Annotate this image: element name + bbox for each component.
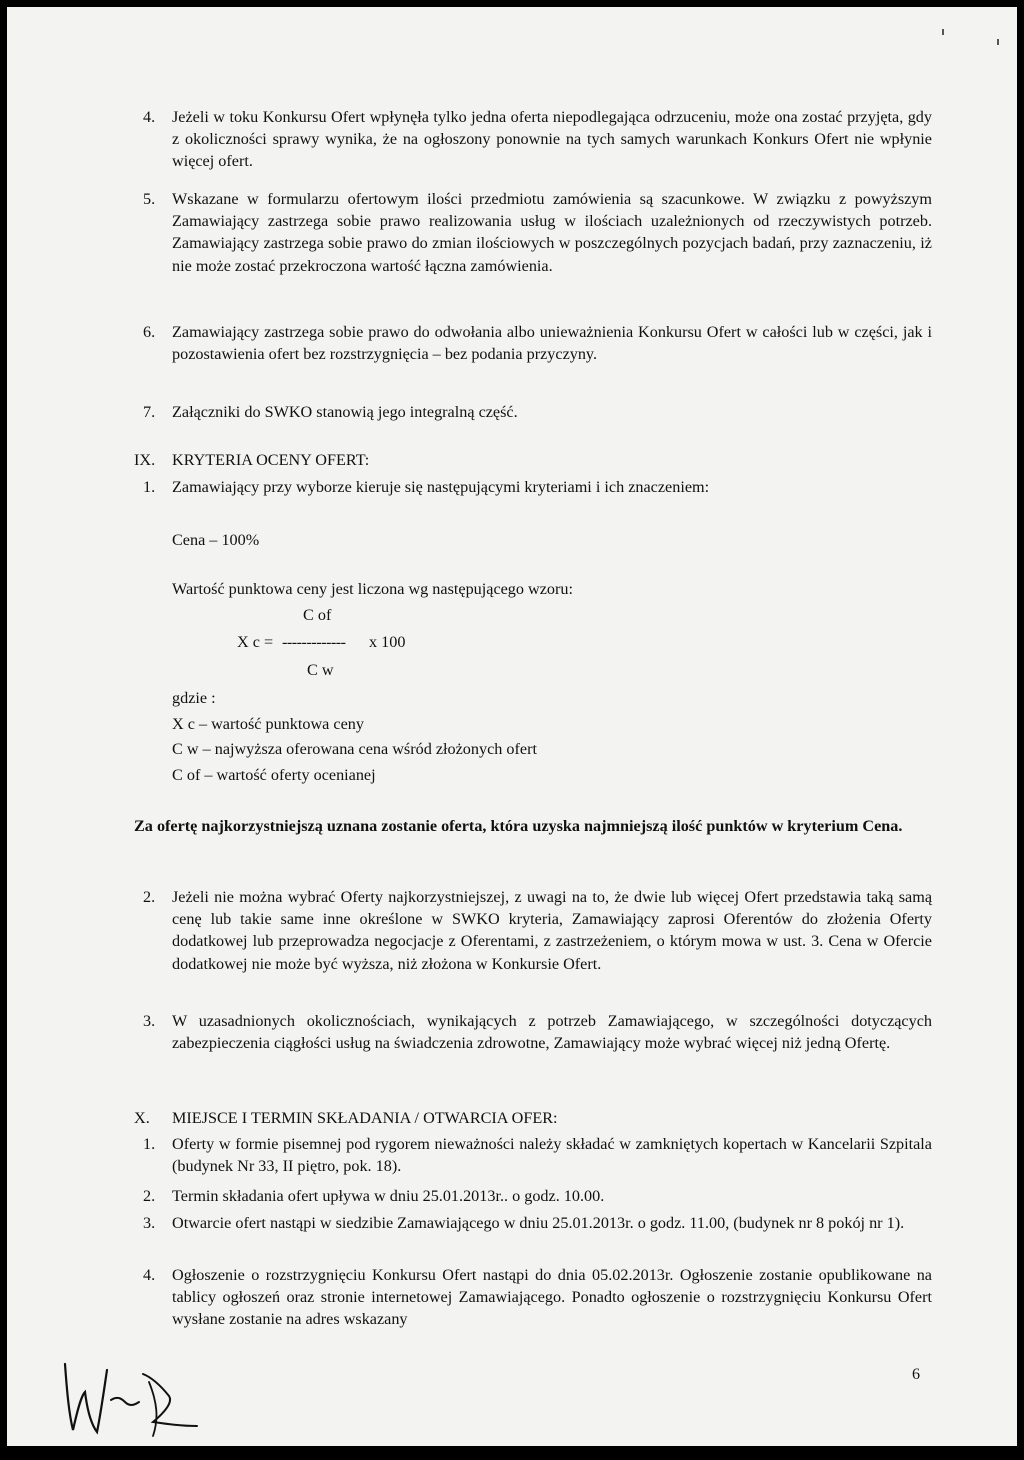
criterion-line: Cena – 100% xyxy=(172,531,260,549)
section-title: KRYTERIA OCENY OFERT: xyxy=(172,451,370,469)
evaluation-note: Za ofertę najkorzystniejszą uznana zostanie oferta, która uzyska najmniejszą ilość punktów w kryterium Cena. xyxy=(134,817,903,835)
formula-numerator: C of xyxy=(303,606,332,624)
list-number: 7. xyxy=(143,403,156,421)
formula-fraction-bar: ------------- xyxy=(282,633,346,651)
section-numeral: X. xyxy=(134,1109,150,1127)
definition-line: C of – wartość oferty ocenianej xyxy=(172,766,376,784)
list-item-text: Zamawiający przy wyborze kieruje się następującymi kryteriami i ich znaczeniem: xyxy=(172,478,710,496)
formula-lhs: X c = xyxy=(237,633,274,651)
list-number: 4. xyxy=(143,1266,156,1284)
formula-denominator: C w xyxy=(307,661,334,679)
list-number: 4. xyxy=(143,108,156,126)
list-item-text: Wskazane w formularzu ofertowym ilości przedmiotu zamówienia są szacunkowe. W związku z powyższym Zamawiający zastrzega sobie prawo realizowania usług w ilościach uzależnionych od rzeczywistych potrzeb. Zamawiający zastrzega sobie prawo do zmian ilościowych w poszczególnych pozycjach badań, przy zaznaczeniu, iż nie może zostać przekroczona wartość łączna zamówienia. xyxy=(172,190,932,275)
definition-line: C w – najwyższa oferowana cena wśród złożonych ofert xyxy=(172,740,537,758)
list-number: 2. xyxy=(143,888,156,906)
list-number: 1. xyxy=(143,1135,156,1153)
section-numeral: IX. xyxy=(134,451,156,469)
formula-intro: Wartość punktowa ceny jest liczona wg następującego wzoru: xyxy=(172,580,573,598)
scan-speck xyxy=(997,39,999,45)
list-item-text: Zamawiający zastrzega sobie prawo do odwołania albo unieważnienia Konkursu Ofert w całości lub w części, jak i pozostawienia ofert bez rozstrzygnięcia – bez podania przyczyny. xyxy=(172,323,932,364)
list-number: 2. xyxy=(143,1187,156,1205)
list-number: 5. xyxy=(143,190,156,208)
page-number: 6 xyxy=(912,1366,920,1383)
list-item-text: Jeżeli w toku Konkursu Ofert wpłynęła tylko jedna oferta niepodlegająca odrzuceniu, może ona zostać przyjęta, gdy z okoliczności sprawy wynika, że na ogłoszony ponownie na tych samych warunkach Konkurs Ofert nie wpłynie więcej ofert. xyxy=(172,108,932,171)
handwritten-signature xyxy=(57,1352,207,1442)
list-item-text: Jeżeli nie można wybrać Oferty najkorzystniejszej, z uwagi na to, że dwie lub więcej Ofert przedstawia taką samą cenę lub takie same inne określone w SWKO kryteria, Zamawiający zaprosi Oferentów do złożenia Oferty dodatkowej lub przeprowadza negocjacje z Oferentami, z zastrzeżeniem, o którym mowa w ust. 3. Cena w Ofercie dodatkowej nie może być wyższa, niż złożona w Konkursie Ofert. xyxy=(172,888,932,973)
scan-speck xyxy=(942,29,944,35)
definition-line: X c – wartość punktowa ceny xyxy=(172,715,364,733)
list-item-text: W uzasadnionych okolicznościach, wynikających z potrzeb Zamawiającego, w szczególności dotyczących zabezpieczenia ciągłości usług na świadczenia zdrowotne, Zamawiający może wybrać więcej niż jedną Ofertę. xyxy=(172,1012,932,1053)
list-item-text: Oferty w formie pisemnej pod rygorem nieważności należy składać w zamkniętych kopertach w Kancelarii Szpitala (budynek Nr 33, II piętro, pok. 18). xyxy=(172,1135,932,1176)
list-number: 3. xyxy=(143,1214,156,1232)
list-number: 3. xyxy=(143,1012,156,1030)
list-number: 6. xyxy=(143,323,156,341)
list-item-text: Załączniki do SWKO stanowią jego integralną część. xyxy=(172,403,518,421)
document-page xyxy=(7,7,1017,1446)
list-item-text: Ogłoszenie o rozstrzygnięciu Konkursu Ofert nastąpi do dnia 05.02.2013r. Ogłoszenie zostanie opublikowane na tablicy ogłoszeń oraz stronie internetowej Zamawiającego. Ponadto ogłoszenie o rozstrzygnięciu Konkursu Ofert wysłane zostanie na adres wskazany xyxy=(172,1266,932,1329)
section-title: MIEJSCE I TERMIN SKŁADANIA / OTWARCIA OFER: xyxy=(172,1109,558,1127)
where-label: gdzie : xyxy=(172,689,216,707)
list-number: 1. xyxy=(143,478,156,496)
list-item-text: Otwarcie ofert nastąpi w siedzibie Zamawiającego w dniu 25.01.2013r. o godz. 11.00, (budynek nr 8 pokój nr 1). xyxy=(172,1214,905,1232)
formula-multiplier: x 100 xyxy=(369,633,406,651)
list-item-text: Termin składania ofert upływa w dniu 25.01.2013r.. o godz. 10.00. xyxy=(172,1187,605,1205)
